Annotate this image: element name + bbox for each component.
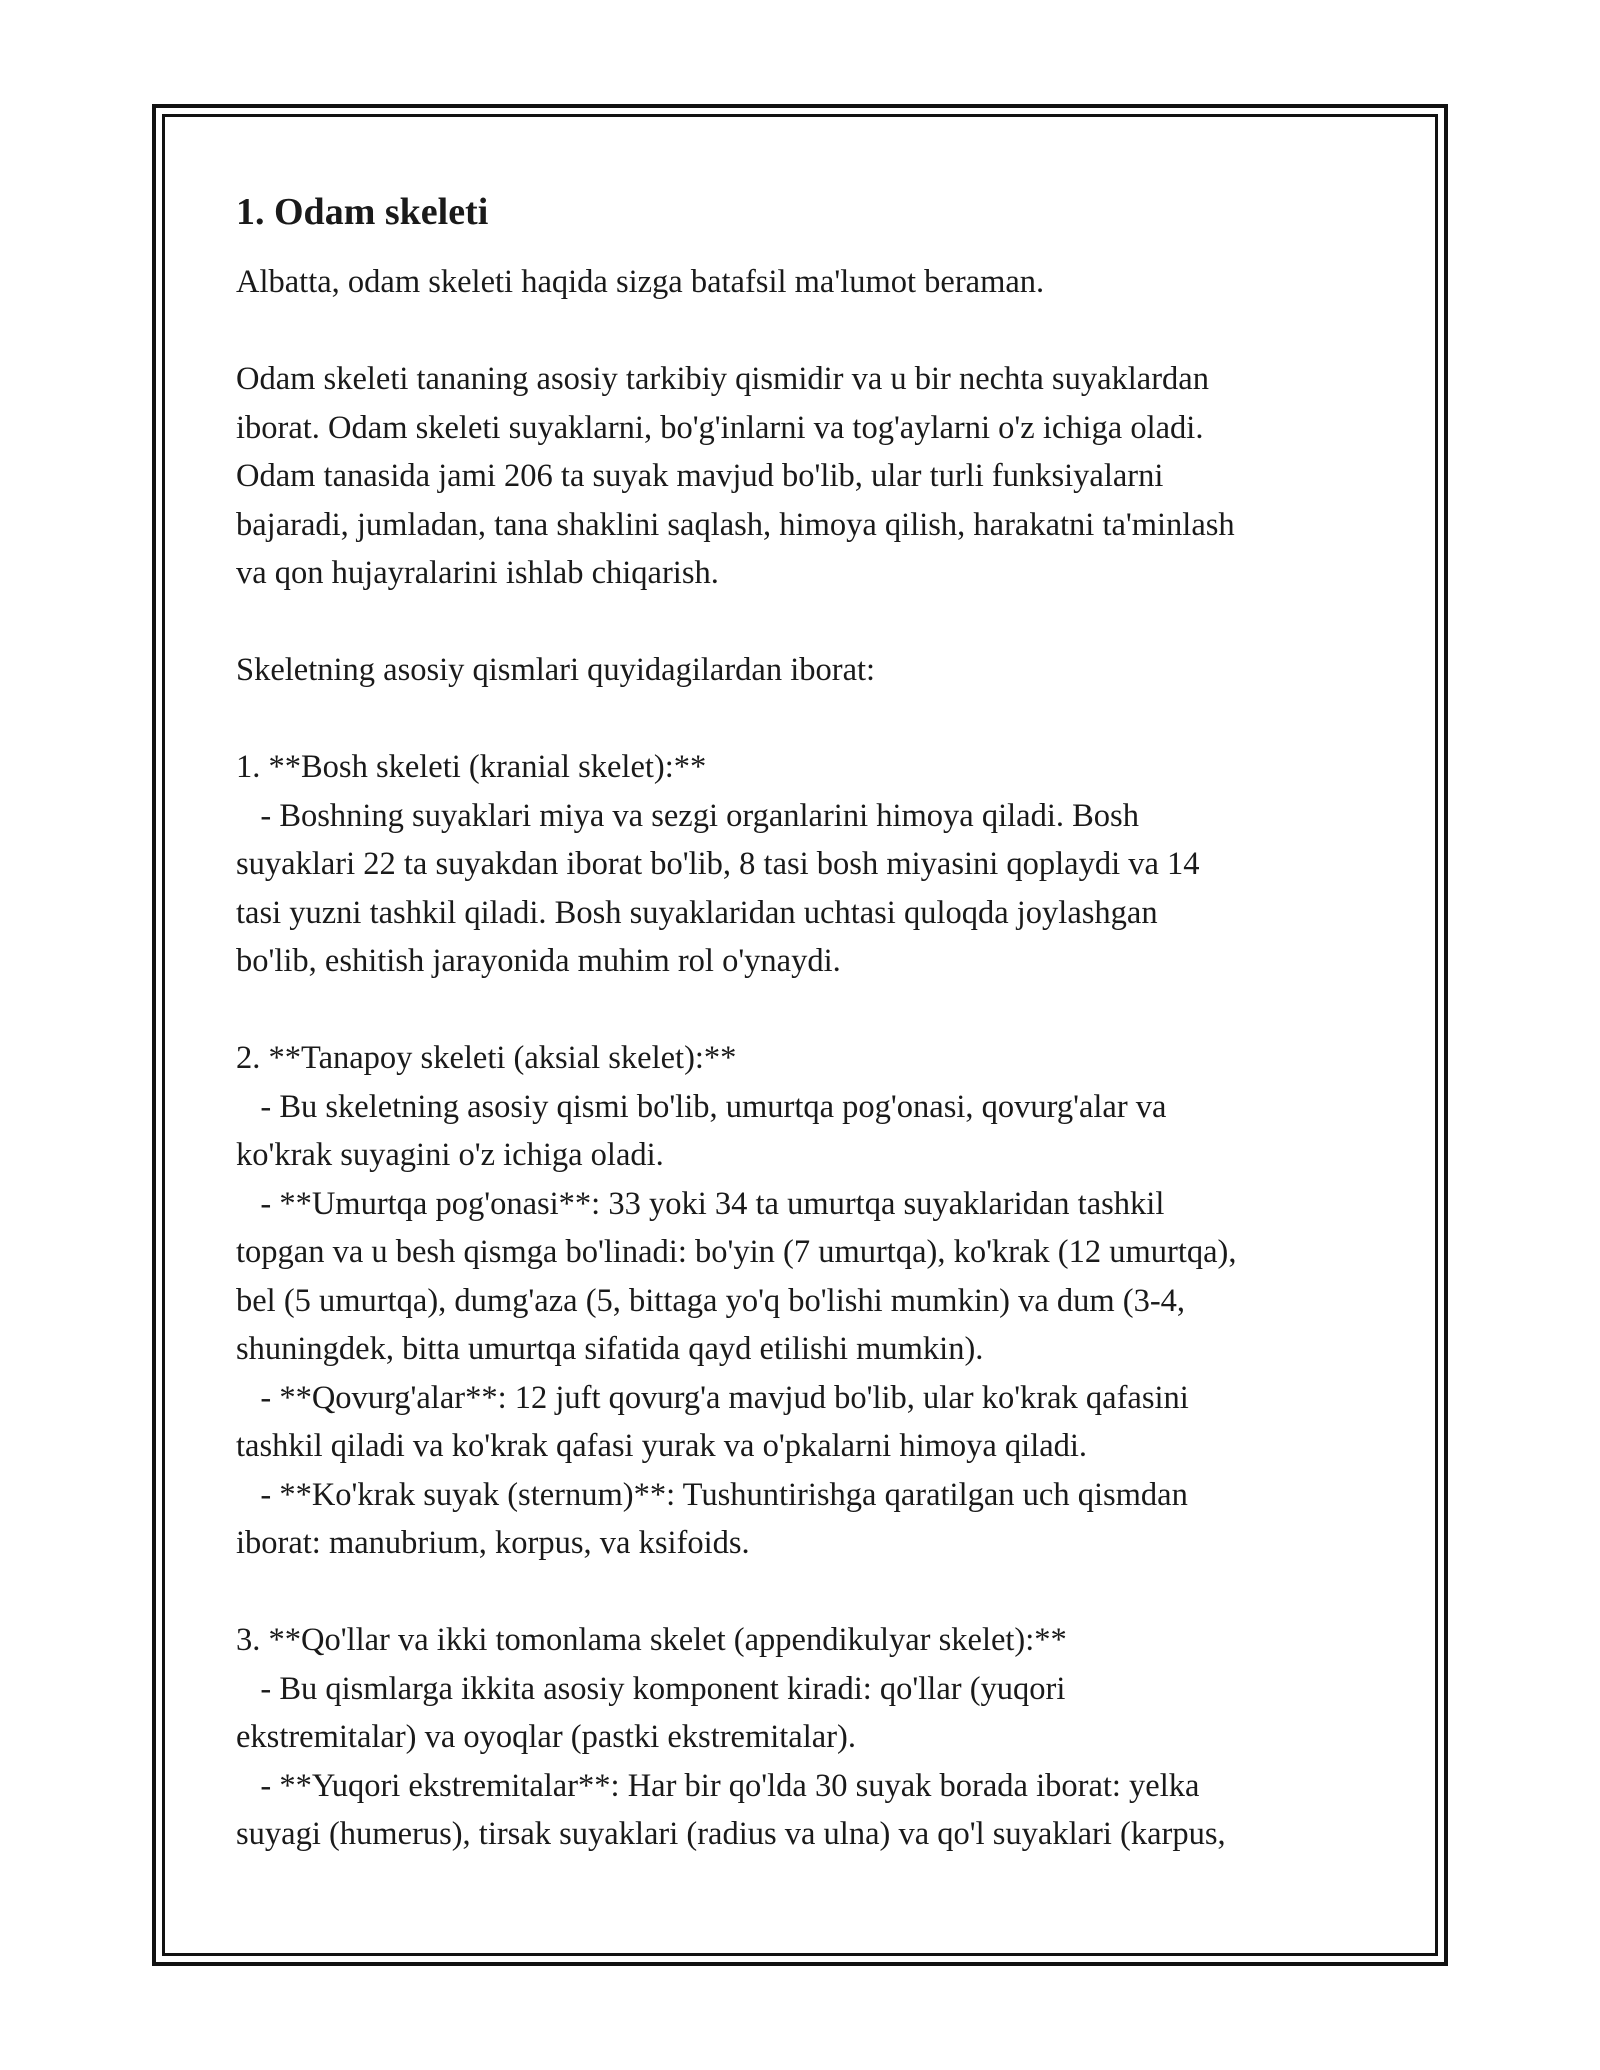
text-line [236,307,1386,356]
text-line: Skeletning asosiy qismlari quyidagilardan iborat: [236,652,876,688]
text-line: tashkil qiladi va ko'krak qafasi yurak va o'pkalarni himoya qiladi. [236,1428,1088,1464]
text-line: Odam tanasida jami 206 ta suyak mavjud bo'lib, ular turli funksiyalarni [236,458,1164,494]
text-line: - **Yuqori ekstremitalar**: Har bir qo'lda 30 suyak borada iborat: yelka [236,1767,1200,1804]
text-line [236,695,1386,744]
text-line [236,1568,1386,1617]
text-line: - Bu qismlarga ikkita asosiy komponent kiradi: qo'llar (yuqori [236,1670,1066,1707]
document-text [236,258,1386,1859]
text-line [236,986,1386,1035]
text-line: - **Ko'krak suyak (sternum)**: Tushuntirishga qaratilgan uch qismdan [236,1476,1188,1513]
text-line: - **Umurtqa pog'onasi**: 33 yoki 34 ta umurtqa suyaklaridan tashkil [236,1185,1165,1222]
text-line: ekstremitalar) va oyoqlar (pastki ekstremitalar). [236,1719,856,1755]
text-line: topgan va u besh qismga bo'linadi: bo'yin (7 umurtqa), ko'krak (12 umurtqa), [236,1234,1237,1270]
text-line: - Bu skeletning asosiy qismi bo'lib, umurtqa pog'onasi, qovurg'alar va [236,1088,1167,1125]
text-line: suyaklari 22 ta suyakdan iborat bo'lib, 8 tasi bosh miyasini qoplaydi va 14 [236,846,1200,882]
text-line: suyagi (humerus), tirsak suyaklari (radius va ulna) va qo'l suyaklari (karpus, [236,1816,1226,1852]
text-line: ko'krak suyagini o'z ichiga oladi. [236,1137,664,1173]
text-line: iborat: manubrium, korpus, va ksifoids. [236,1525,750,1561]
text-line: 2. **Tanapoy skeleti (aksial skelet):** [236,1040,737,1076]
document-title: 1. Odam skeleti [236,191,489,233]
text-line: iborat. Odam skeleti suyaklarni, bo'g'inlarni va tog'aylarni o'z ichiga oladi. [236,409,1204,446]
text-line: bo'lib, eshitish jarayonida muhim rol o'ynaydi. [236,943,841,979]
text-line: bel (5 umurtqa), dumg'aza (5, bittaga yo'q bo'lishi mumkin) va dum (3-4, [236,1282,1186,1319]
text-line: bajaradi, jumladan, tana shaklini saqlash, himoya qilish, harakatni ta'minlash [236,506,1235,543]
document-body [236,186,1386,1859]
text-line: shuningdek, bitta umurtqa sifatida qayd etilishi mumkin). [236,1331,984,1367]
text-line: Odam skeleti tananing asosiy tarkibiy qismidir va u bir nechta suyaklardan [236,361,1209,397]
text-line [236,598,1386,647]
text-line: 3. **Qo'llar va ikki tomonlama skelet (appendikulyar skelet):** [236,1622,1067,1658]
text-line: tasi yuzni tashkil qiladi. Bosh suyaklaridan uchtasi quloqda joylashgan [236,894,1158,931]
text-line: - Boshning suyaklari miya va sezgi organlarini himoya qiladi. Bosh [236,797,1139,834]
text-line: - **Qovurg'alar**: 12 juft qovurg'a mavjud bo'lib, ular ko'krak qafasini [236,1379,1189,1416]
text-line: va qon hujayralarini ishlab chiqarish. [236,555,719,591]
text-line: Albatta, odam skeleti haqida sizga batafsil ma'lumot beraman. [236,264,1045,300]
text-line: 1. **Bosh skeleti (kranial skelet):** [236,749,707,785]
